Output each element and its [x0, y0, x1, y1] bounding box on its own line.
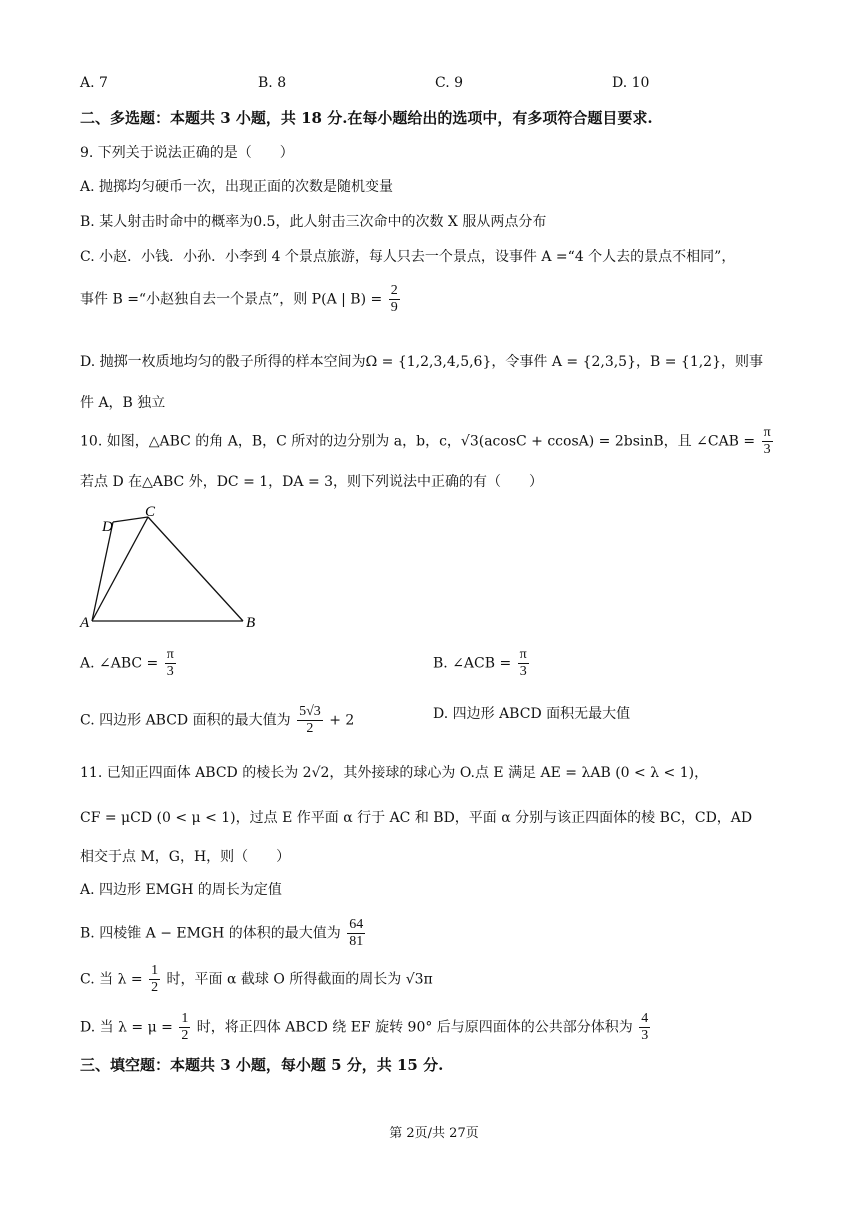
denominator: 2: [151, 980, 159, 995]
q11-b-text: B. 四棱锥 A − EMGH 的体积的最大值为: [80, 925, 341, 942]
q11-stem-line1: 11. 已知正四面体 ABCD 的棱长为 2√2，其外接球的球心为 O.点 E 满足 AE = λAB (0 < λ < 1)，: [80, 765, 709, 781]
q11-d-middle: 时，将正四体 ABCD 绕 EF 旋转 90° 后与原四面体的公共部分体积为: [196, 1019, 633, 1036]
q9-stem: 9. 下列关于说法正确的是（ ）: [80, 145, 294, 161]
q10-c-suffix: + 2: [329, 712, 355, 729]
numerator: 2: [390, 283, 398, 298]
fraction: [389, 283, 400, 316]
denominator: 3: [763, 442, 771, 457]
q8-option-d: D. 10: [612, 75, 650, 91]
label-d: D: [102, 519, 113, 535]
q9-option-d-line1: D. 抛掷一枚质地均匀的骰子所得的样本空间为Ω = {1,2,3,4,5,6}，令事件 A = {2,3,5}，B = {1,2}，则事: [80, 354, 763, 370]
q9-option-d-line2: 件 A，B 独立: [80, 395, 166, 411]
q11-d-text: D. 当 λ = μ =: [80, 1019, 173, 1036]
denominator: 2: [306, 721, 314, 736]
q11-stem-line3: 相交于点 M，G，H，则（ ）: [80, 849, 291, 865]
fraction: [165, 647, 176, 680]
q10-option-a: [80, 647, 178, 680]
numerator: 1: [181, 1011, 189, 1026]
q10-option-d: D. 四边形 ABCD 面积无最大值: [433, 706, 631, 722]
q10-option-c: [80, 704, 354, 737]
numerator: 1: [151, 963, 159, 978]
q9-option-c-line1: C. 小赵．小钱．小孙．小李到 4 个景点旅游，每人只去一个景点，设事件 A =“4 个人去的景点不相同”，: [80, 249, 736, 265]
q11-option-d: [80, 1011, 652, 1044]
label-b: B: [246, 615, 256, 628]
q10-c-text: C. 四边形 ABCD 面积的最大值为: [80, 712, 291, 729]
q10-stem-line1: [80, 425, 775, 458]
fraction: [347, 917, 365, 950]
q10-option-b: [433, 647, 531, 680]
q9-option-c-line2: [80, 283, 402, 316]
fraction: [639, 1011, 650, 1044]
label-a: A: [80, 615, 90, 628]
denominator: 3: [166, 664, 174, 679]
q11-c-text: C. 当 λ =: [80, 971, 143, 988]
numerator: π: [763, 425, 771, 440]
numerator: π: [166, 647, 174, 662]
page-footer: 第 2页/共 27页: [389, 1126, 479, 1141]
q8-option-a: A. 7: [80, 75, 108, 91]
q8-option-c: C. 9: [435, 75, 464, 91]
q11-option-b: [80, 917, 367, 950]
fraction: [297, 704, 323, 737]
denominator: 2: [181, 1028, 189, 1043]
fraction: [149, 963, 160, 996]
q9-option-b: B. 某人射击时命中的概率为0.5，此人射击三次命中的次数 X 服从两点分布: [80, 214, 547, 230]
section-3-title: 三、填空题：本题共 3 小题，每小题 5 分，共 15 分.: [80, 1056, 444, 1074]
fraction: [518, 647, 529, 680]
numerator: 5√3: [299, 704, 321, 719]
q8-option-b: B. 8: [258, 75, 287, 91]
numerator: π: [519, 647, 527, 662]
q10-b-text: B. ∠ACB =: [433, 655, 512, 672]
section-2-title: 二、多选题：本题共 3 小题，共 18 分.在每小题给出的选项中，有多项符合题目要求.: [80, 109, 653, 127]
triangle-figure: [75, 503, 275, 628]
denominator: 3: [519, 664, 527, 679]
denominator: 3: [641, 1028, 649, 1043]
denominator: 81: [349, 934, 364, 949]
fraction: [179, 1011, 190, 1044]
q10-a-text: A. ∠ABC =: [80, 655, 159, 672]
denominator: 9: [390, 300, 398, 315]
q10-stem-line2: 若点 D 在△ABC 外，DC = 1，DA = 3，则下列说法中正确的有（ ）: [80, 474, 544, 490]
fraction: [762, 425, 773, 458]
q9-option-a: A. 抛掷均匀硬币一次，出现正面的次数是随机变量: [80, 179, 394, 195]
q10-stem-text: 10. 如图，△ABC 的角 A，B，C 所对的边分别为 a，b，c，√3(acosC + ccosA) = 2bsinB，且 ∠CAB =: [80, 433, 756, 450]
numerator: 4: [641, 1011, 649, 1026]
q11-c-suffix: 时，平面 α 截球 O 所得截面的周长为 √3π: [166, 971, 433, 988]
q11-option-c: [80, 963, 433, 996]
numerator: 64: [349, 917, 364, 932]
q11-stem-line2: CF = μCD (0 < μ < 1)，过点 E 作平面 α 行于 AC 和 BD，平面 α 分别与该正四面体的棱 BC，CD，AD: [80, 810, 753, 826]
q11-option-a: A. 四边形 EMGH 的周长为定值: [80, 882, 282, 898]
label-c: C: [145, 504, 156, 520]
q9-c-text: 事件 B =“小赵独自去一个景点”，则 P(A | B) =: [80, 291, 383, 308]
